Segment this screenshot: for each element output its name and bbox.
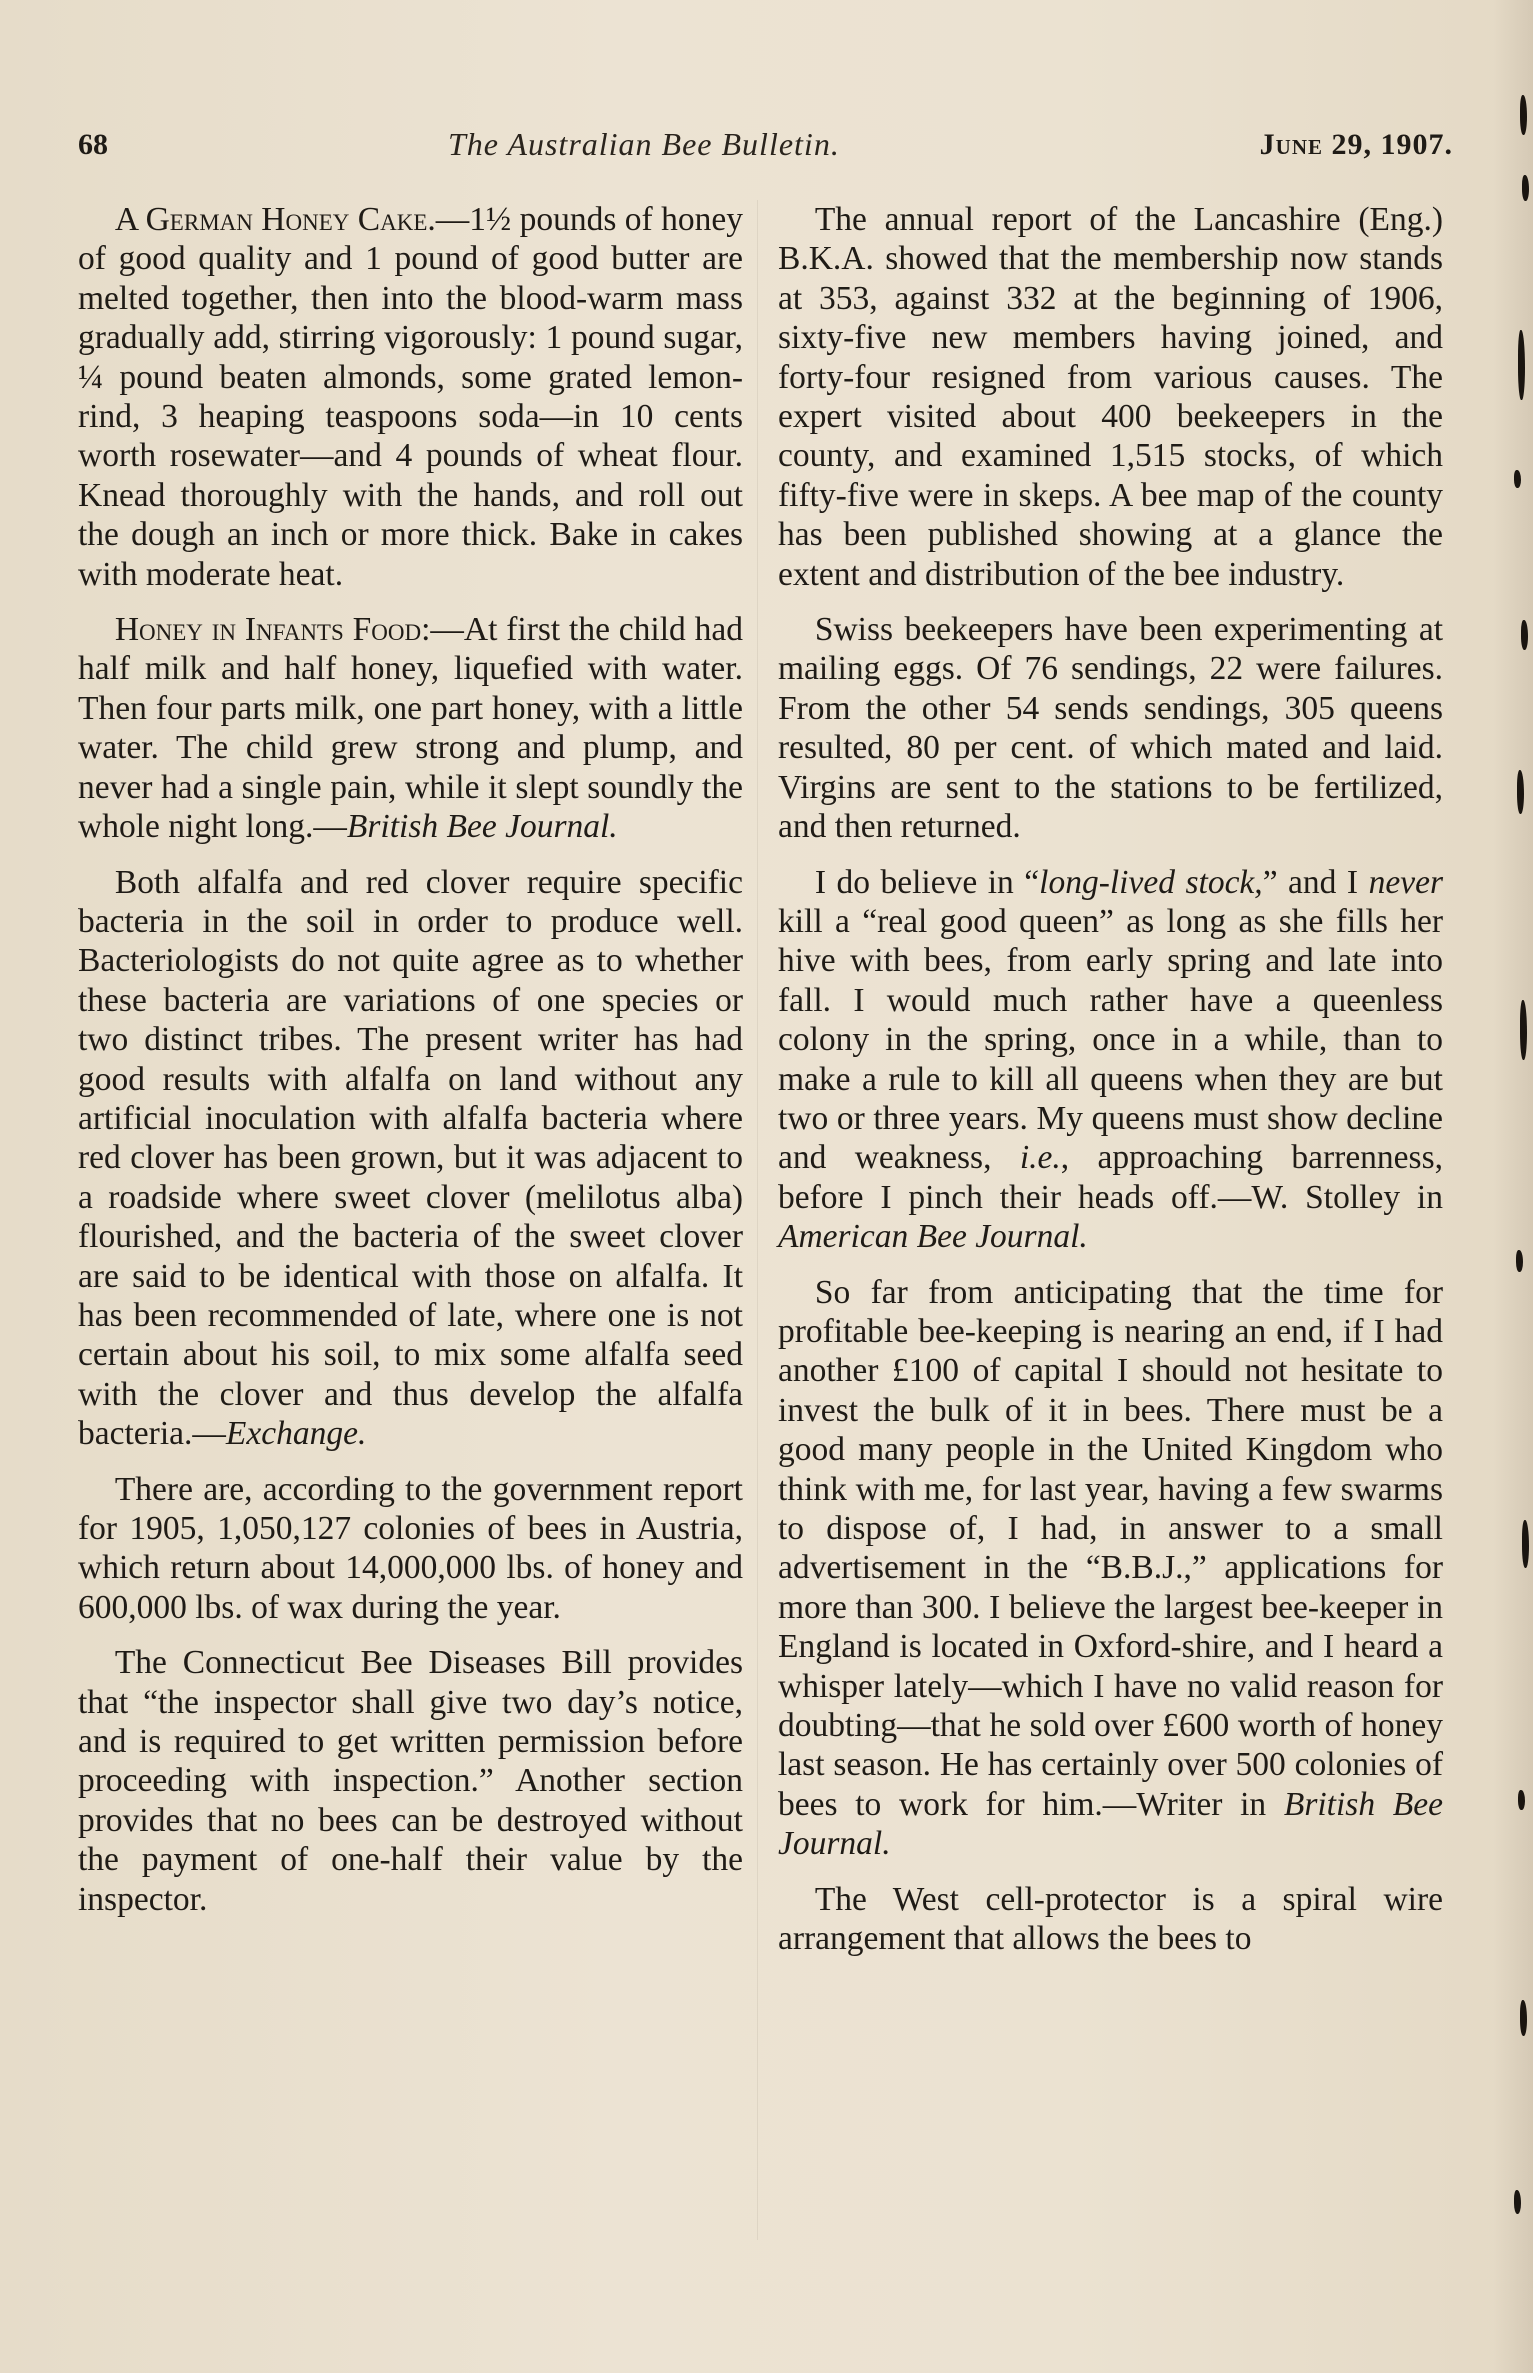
ie-emphasis: i.e. bbox=[1019, 1139, 1061, 1177]
torn-edge-speck bbox=[1522, 1520, 1529, 1568]
page-number: 68 bbox=[78, 128, 108, 161]
swiss-eggs-text: Swiss beekeepers have been experimenting at mailing eggs. Of 76 sendings, 22 were failures. From the other 54 sends sendings, 305 queens resulted, 80 per cent. of which mated and laid. Virgins are sent to the stations to be fertilized, and then returned. bbox=[778, 611, 1443, 846]
alfalfa-clover-source: Exchange. bbox=[225, 1415, 367, 1453]
torn-edge-speck bbox=[1520, 2000, 1527, 2036]
torn-edge-speck bbox=[1520, 95, 1527, 135]
torn-edge-speck bbox=[1521, 620, 1528, 650]
page-edge-shadow bbox=[1493, 0, 1533, 2373]
article-long-lived-stock bbox=[778, 863, 1443, 1257]
infants-food-text: :—At first the child had half milk and half honey, liquefied with water. Then four parts milk, one part honey, with a little water. The child grew strong and plump, and never had a single pain, while it slept soundly the whole night long.— bbox=[78, 611, 743, 846]
torn-edge-speck bbox=[1514, 2190, 1521, 2214]
article-connecticut-bill bbox=[78, 1643, 743, 1919]
infants-food-heading: Honey in Infants Food bbox=[114, 611, 422, 649]
article-infants-food bbox=[78, 610, 743, 846]
honey-cake-heading: A German Honey Cake. bbox=[114, 201, 436, 238]
column-gutter bbox=[757, 200, 758, 2240]
profitable-beekeeping-text: So far from anticipating that the time for profitable bee-keeping is nearing an end, if I had another £100 of capital I should not hesitate to invest the bulk of it in bees. There must be a good many people in the United Kingdom who think with me, for last year, having a few swarms to dispose of, I had, in answer to a small advertisement in the “B.B.J.,” applications for more than 300. I believe the largest bee-keeper in England is located in Oxford-shire, and I heard a whisper lately—which I have no valid reason for doubting—that he sold over £600 worth of honey last season. He has certainly over 500 colonies of bees to work for him.—Writer in bbox=[778, 1273, 1443, 1823]
article-swiss-eggs bbox=[778, 610, 1443, 846]
torn-edge-speck bbox=[1514, 470, 1521, 488]
right-column bbox=[778, 200, 1443, 1974]
torn-edge-speck bbox=[1518, 1790, 1525, 1810]
long-lived-source: American Bee Journal. bbox=[778, 1218, 1088, 1256]
issue-date: June 29, 1907. bbox=[1259, 128, 1453, 161]
article-profitable-beekeeping bbox=[778, 1273, 1443, 1864]
article-lancashire-report bbox=[778, 200, 1443, 594]
honey-cake-text: —1½ pounds of honey of good quality and 1 pound of good butter are melted together, then into the blood-warm mass gradually add, stirring vigorously: 1 pound sugar, ¼ pound beaten almonds, some grated lemon-rind, 3 heaping teaspoons soda—in 10 cents worth rosewater—and 4 pounds of wheat flour. Knead thoroughly with the hands, and roll out the dough an inch or more thick. Bake in cakes with moderate heat. bbox=[78, 201, 743, 593]
article-honey-cake bbox=[78, 200, 743, 594]
article-alfalfa-clover bbox=[78, 863, 743, 1454]
infants-food-source: British Bee Journal. bbox=[346, 808, 618, 846]
long-lived-text-a: I do believe in “ bbox=[814, 863, 1040, 901]
long-lived-emphasis: long-lived stock, bbox=[1039, 863, 1263, 901]
journal-title: The Australian Bee Bulletin. bbox=[448, 126, 840, 162]
alfalfa-clover-text: Both alfalfa and red clover require specific bacteria in the soil in order to produce well. Bacteriologists do not quite agree as to whether these bacteria are variations of one species or two distinct tribes. The present writer has had good results with alfalfa on land without any artificial inoculation with alfalfa bacteria where red clover has been grown, but it was adjacent to a roadside where sweet clover (melilotus alba) flourished, and the bacteria of the sweet clover are said to be identical with those on alfalfa. It has been recommended of late, where one is not certain about his soil, to mix some alfalfa seed with the clover and thus develop the alfalfa bacteria.— bbox=[78, 863, 743, 1453]
long-lived-text-c: kill a “real good queen” as long as she fills her hive with bees, from early spring and late into fall. I would much rather have a queenless colony in the spring, once in a while, than to make a rule to kill all queens when they are but two or three years. My queens must show decline and weakness, bbox=[778, 902, 1443, 1177]
article-cell-protector bbox=[778, 1880, 1443, 1959]
torn-edge-speck bbox=[1516, 1250, 1523, 1272]
torn-edge-speck bbox=[1517, 770, 1524, 814]
long-lived-text-d: , approaching barrenness, before I pinch their heads off.—W. Stolley in bbox=[778, 1139, 1443, 1216]
left-column bbox=[78, 200, 743, 1935]
austria-colonies-text: There are, according to the government report for 1905, 1,050,127 colonies of bees in Austria, which return about 14,000,000 lbs. of honey and 600,000 lbs. of wax during the year. bbox=[78, 1470, 743, 1626]
lancashire-report-text: The annual report of the Lancashire (Eng.) B.K.A. showed that the membership now stands at 353, against 332 at the beginning of 1906, sixty-five new members having joined, and forty-four resigned from various causes. The expert visited about 400 beekeepers in the county, and examined 1,515 stocks, of which fifty-five were in skeps. A bee map of the county has been published showing at a glance the extent and distribution of the bee industry. bbox=[778, 201, 1443, 593]
article-austria-colonies bbox=[78, 1470, 743, 1628]
profitable-beekeeping-source: British Bee Journal. bbox=[778, 1785, 1443, 1863]
connecticut-bill-text: The Connecticut Bee Diseases Bill provides that “the inspector shall give two day’s notice, and is required to get written permission before proceeding with inspection.” Another section provides that no bees can be destroyed without the payment of one-half their value by the inspector. bbox=[78, 1644, 743, 1918]
long-lived-text-b: ” and I bbox=[1262, 863, 1369, 901]
torn-edge-speck bbox=[1522, 175, 1529, 201]
never-emphasis: never bbox=[1368, 863, 1443, 901]
running-header bbox=[78, 128, 1453, 178]
cell-protector-text: The West cell-protector is a spiral wire arrangement that allows the bees to bbox=[778, 1880, 1443, 1958]
